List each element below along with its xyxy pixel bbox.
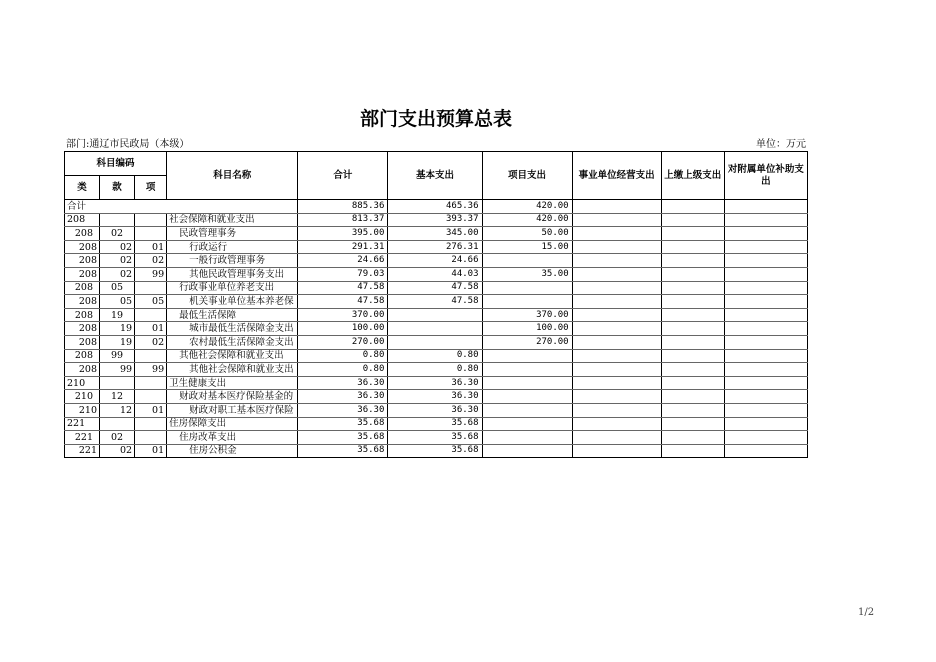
name-cell: 卫生健康支出 bbox=[167, 376, 298, 390]
lei-cell: 208 bbox=[65, 240, 100, 254]
xiang-cell: 01 bbox=[135, 322, 167, 336]
xiang-cell bbox=[135, 213, 167, 227]
table-row bbox=[65, 267, 808, 281]
table-row bbox=[65, 431, 808, 445]
header-code-group: 科目编码 bbox=[65, 152, 167, 176]
business-cell bbox=[572, 363, 661, 377]
table-row bbox=[65, 227, 808, 241]
basic-cell bbox=[388, 322, 482, 336]
total-cell: 35.68 bbox=[298, 417, 388, 431]
subsidy-cell bbox=[724, 322, 807, 336]
lei-cell: 208 bbox=[65, 227, 100, 241]
lei-cell: 208 bbox=[65, 349, 100, 363]
kuan-cell: 02 bbox=[100, 240, 135, 254]
basic-cell: 0.80 bbox=[388, 349, 482, 363]
upper-cell bbox=[661, 200, 724, 214]
name-cell: 其他社会保障和就业支出 bbox=[167, 363, 298, 377]
business-cell bbox=[572, 267, 661, 281]
business-cell bbox=[572, 281, 661, 295]
total-cell: 0.80 bbox=[298, 349, 388, 363]
basic-cell: 36.30 bbox=[388, 376, 482, 390]
header-lei: 类 bbox=[65, 176, 100, 200]
lei-cell: 221 bbox=[65, 417, 100, 431]
kuan-cell bbox=[100, 417, 135, 431]
name-cell: 住房保障支出 bbox=[167, 417, 298, 431]
total-cell: 47.58 bbox=[298, 295, 388, 309]
header-total: 合计 bbox=[298, 152, 388, 200]
name-cell: 城市最低生活保障金支出 bbox=[167, 322, 298, 336]
business-cell bbox=[572, 349, 661, 363]
table-row bbox=[65, 281, 808, 295]
kuan-cell: 19 bbox=[100, 335, 135, 349]
subsidy-cell bbox=[724, 200, 807, 214]
lei-cell: 208 bbox=[65, 267, 100, 281]
business-cell bbox=[572, 335, 661, 349]
upper-cell bbox=[661, 227, 724, 241]
total-cell: 0.80 bbox=[298, 363, 388, 377]
kuan-cell: 19 bbox=[100, 308, 135, 322]
name-cell: 最低生活保障 bbox=[167, 308, 298, 322]
subsidy-cell bbox=[724, 308, 807, 322]
upper-cell bbox=[661, 240, 724, 254]
table-row bbox=[65, 335, 808, 349]
xiang-cell bbox=[135, 281, 167, 295]
total-cell: 813.37 bbox=[298, 213, 388, 227]
project-cell bbox=[482, 403, 572, 417]
table-row bbox=[65, 417, 808, 431]
table-row bbox=[65, 322, 808, 336]
total-cell: 291.31 bbox=[298, 240, 388, 254]
subsidy-cell bbox=[724, 417, 807, 431]
business-cell bbox=[572, 308, 661, 322]
xiang-cell bbox=[135, 308, 167, 322]
xiang-cell bbox=[135, 376, 167, 390]
name-cell: 一般行政管理事务 bbox=[167, 254, 298, 268]
project-cell bbox=[482, 349, 572, 363]
project-cell bbox=[482, 390, 572, 404]
xiang-cell: 01 bbox=[135, 240, 167, 254]
lei-cell: 208 bbox=[65, 281, 100, 295]
business-cell bbox=[572, 376, 661, 390]
total-cell: 47.58 bbox=[298, 281, 388, 295]
kuan-cell: 05 bbox=[100, 281, 135, 295]
business-cell bbox=[572, 417, 661, 431]
upper-cell bbox=[661, 363, 724, 377]
project-cell: 420.00 bbox=[482, 213, 572, 227]
xiang-cell bbox=[135, 227, 167, 241]
upper-cell bbox=[661, 308, 724, 322]
upper-cell bbox=[661, 254, 724, 268]
business-cell bbox=[572, 431, 661, 445]
header-subsidy: 对附属单位补助支出 bbox=[724, 152, 807, 200]
kuan-cell: 12 bbox=[100, 403, 135, 417]
header-upper: 上缴上级支出 bbox=[661, 152, 724, 200]
kuan-cell: 12 bbox=[100, 390, 135, 404]
subsidy-cell bbox=[724, 281, 807, 295]
header-business: 事业单位经营支出 bbox=[572, 152, 661, 200]
name-cell: 机关事业单位基本养老保 bbox=[167, 295, 298, 309]
header-xiang: 项 bbox=[135, 176, 167, 200]
name-cell: 住房改革支出 bbox=[167, 431, 298, 445]
total-cell: 24.66 bbox=[298, 254, 388, 268]
project-cell bbox=[482, 444, 572, 458]
kuan-cell: 19 bbox=[100, 322, 135, 336]
project-cell bbox=[482, 281, 572, 295]
unit-label: 单位：万元 bbox=[756, 139, 806, 150]
basic-cell: 36.30 bbox=[388, 390, 482, 404]
page-number: 1/2 bbox=[858, 607, 875, 618]
basic-cell: 0.80 bbox=[388, 363, 482, 377]
subsidy-cell bbox=[724, 363, 807, 377]
subsidy-cell bbox=[724, 240, 807, 254]
xiang-cell: 99 bbox=[135, 267, 167, 281]
name-cell: 其他民政管理事务支出 bbox=[167, 267, 298, 281]
xiang-cell: 02 bbox=[135, 335, 167, 349]
upper-cell bbox=[661, 390, 724, 404]
subsidy-cell bbox=[724, 295, 807, 309]
upper-cell bbox=[661, 444, 724, 458]
xiang-cell bbox=[135, 431, 167, 445]
lei-cell: 210 bbox=[65, 390, 100, 404]
lei-cell: 208 bbox=[65, 363, 100, 377]
table-row bbox=[65, 403, 808, 417]
budget-table bbox=[64, 151, 808, 458]
name-cell: 农村最低生活保障金支出 bbox=[167, 335, 298, 349]
business-cell bbox=[572, 295, 661, 309]
table-row bbox=[65, 363, 808, 377]
table-row bbox=[65, 390, 808, 404]
business-cell bbox=[572, 240, 661, 254]
project-cell: 370.00 bbox=[482, 308, 572, 322]
basic-cell: 47.58 bbox=[388, 295, 482, 309]
subsidy-cell bbox=[724, 267, 807, 281]
kuan-cell: 05 bbox=[100, 295, 135, 309]
project-cell: 50.00 bbox=[482, 227, 572, 241]
project-cell: 420.00 bbox=[482, 200, 572, 214]
kuan-cell: 02 bbox=[100, 227, 135, 241]
xiang-cell: 05 bbox=[135, 295, 167, 309]
project-cell bbox=[482, 417, 572, 431]
xiang-cell: 01 bbox=[135, 403, 167, 417]
page-title: 部门支出预算总表 bbox=[359, 108, 512, 130]
name-cell: 社会保障和就业支出 bbox=[167, 213, 298, 227]
project-cell: 270.00 bbox=[482, 335, 572, 349]
business-cell bbox=[572, 403, 661, 417]
total-cell: 35.68 bbox=[298, 444, 388, 458]
basic-cell: 24.66 bbox=[388, 254, 482, 268]
upper-cell bbox=[661, 295, 724, 309]
subsidy-cell bbox=[724, 349, 807, 363]
department-label: 部门:通辽市民政局（本级） bbox=[66, 139, 190, 150]
upper-cell bbox=[661, 322, 724, 336]
basic-cell: 44.03 bbox=[388, 267, 482, 281]
project-cell bbox=[482, 254, 572, 268]
table-row bbox=[65, 254, 808, 268]
subsidy-cell bbox=[724, 390, 807, 404]
project-cell bbox=[482, 376, 572, 390]
table-row bbox=[65, 213, 808, 227]
name-cell: 其他社会保障和就业支出 bbox=[167, 349, 298, 363]
upper-cell bbox=[661, 417, 724, 431]
lei-cell: 221 bbox=[65, 444, 100, 458]
total-cell: 36.30 bbox=[298, 403, 388, 417]
xiang-cell: 01 bbox=[135, 444, 167, 458]
total-row bbox=[65, 200, 808, 214]
basic-cell bbox=[388, 308, 482, 322]
subsidy-cell bbox=[724, 227, 807, 241]
total-cell: 100.00 bbox=[298, 322, 388, 336]
basic-cell: 35.68 bbox=[388, 444, 482, 458]
lei-cell: 208 bbox=[65, 335, 100, 349]
name-cell: 财政对职工基本医疗保险 bbox=[167, 403, 298, 417]
upper-cell bbox=[661, 213, 724, 227]
business-cell bbox=[572, 254, 661, 268]
xiang-cell bbox=[135, 349, 167, 363]
total-cell: 35.68 bbox=[298, 431, 388, 445]
lei-cell: 210 bbox=[65, 376, 100, 390]
subsidy-cell bbox=[724, 213, 807, 227]
lei-cell: 208 bbox=[65, 213, 100, 227]
kuan-cell: 02 bbox=[100, 431, 135, 445]
upper-cell bbox=[661, 335, 724, 349]
subsidy-cell bbox=[724, 376, 807, 390]
basic-cell: 345.00 bbox=[388, 227, 482, 241]
kuan-cell bbox=[100, 213, 135, 227]
business-cell bbox=[572, 322, 661, 336]
total-cell: 36.30 bbox=[298, 390, 388, 404]
kuan-cell: 02 bbox=[100, 444, 135, 458]
basic-cell: 47.58 bbox=[388, 281, 482, 295]
basic-cell: 36.30 bbox=[388, 403, 482, 417]
subsidy-cell bbox=[724, 403, 807, 417]
project-cell: 15.00 bbox=[482, 240, 572, 254]
header-kuan: 款 bbox=[100, 176, 135, 200]
kuan-cell: 99 bbox=[100, 349, 135, 363]
name-cell: 住房公积金 bbox=[167, 444, 298, 458]
header-name: 科目名称 bbox=[167, 152, 298, 200]
name-cell: 行政事业单位养老支出 bbox=[167, 281, 298, 295]
table-row bbox=[65, 444, 808, 458]
total-cell: 79.03 bbox=[298, 267, 388, 281]
lei-cell: 210 bbox=[65, 403, 100, 417]
basic-cell: 465.36 bbox=[388, 200, 482, 214]
project-cell: 35.00 bbox=[482, 267, 572, 281]
table-row bbox=[65, 349, 808, 363]
lei-cell: 208 bbox=[65, 254, 100, 268]
project-cell bbox=[482, 363, 572, 377]
total-cell: 270.00 bbox=[298, 335, 388, 349]
xiang-cell bbox=[135, 390, 167, 404]
kuan-cell bbox=[100, 376, 135, 390]
lei-cell: 221 bbox=[65, 431, 100, 445]
total-cell: 36.30 bbox=[298, 376, 388, 390]
upper-cell bbox=[661, 349, 724, 363]
upper-cell bbox=[661, 376, 724, 390]
business-cell bbox=[572, 444, 661, 458]
kuan-cell: 02 bbox=[100, 254, 135, 268]
header-basic: 基本支出 bbox=[388, 152, 482, 200]
lei-cell: 208 bbox=[65, 308, 100, 322]
table-row bbox=[65, 240, 808, 254]
project-cell: 100.00 bbox=[482, 322, 572, 336]
project-cell bbox=[482, 295, 572, 309]
subsidy-cell bbox=[724, 444, 807, 458]
basic-cell: 35.68 bbox=[388, 417, 482, 431]
total-label: 合计 bbox=[65, 200, 298, 214]
subsidy-cell bbox=[724, 335, 807, 349]
kuan-cell: 99 bbox=[100, 363, 135, 377]
lei-cell: 208 bbox=[65, 295, 100, 309]
name-cell: 行政运行 bbox=[167, 240, 298, 254]
xiang-cell: 02 bbox=[135, 254, 167, 268]
xiang-cell: 99 bbox=[135, 363, 167, 377]
header-project: 项目支出 bbox=[482, 152, 572, 200]
table-row bbox=[65, 376, 808, 390]
project-cell bbox=[482, 431, 572, 445]
table-row bbox=[65, 295, 808, 309]
subsidy-cell bbox=[724, 254, 807, 268]
upper-cell bbox=[661, 267, 724, 281]
basic-cell: 35.68 bbox=[388, 431, 482, 445]
name-cell: 财政对基本医疗保险基金的 bbox=[167, 390, 298, 404]
business-cell bbox=[572, 390, 661, 404]
lei-cell: 208 bbox=[65, 322, 100, 336]
total-cell: 370.00 bbox=[298, 308, 388, 322]
business-cell bbox=[572, 227, 661, 241]
subsidy-cell bbox=[724, 431, 807, 445]
table-row bbox=[65, 308, 808, 322]
name-cell: 民政管理事务 bbox=[167, 227, 298, 241]
kuan-cell: 02 bbox=[100, 267, 135, 281]
basic-cell: 276.31 bbox=[388, 240, 482, 254]
xiang-cell bbox=[135, 417, 167, 431]
business-cell bbox=[572, 200, 661, 214]
upper-cell bbox=[661, 403, 724, 417]
upper-cell bbox=[661, 281, 724, 295]
total-cell: 885.36 bbox=[298, 200, 388, 214]
business-cell bbox=[572, 213, 661, 227]
total-cell: 395.00 bbox=[298, 227, 388, 241]
upper-cell bbox=[661, 431, 724, 445]
basic-cell bbox=[388, 335, 482, 349]
basic-cell: 393.37 bbox=[388, 213, 482, 227]
